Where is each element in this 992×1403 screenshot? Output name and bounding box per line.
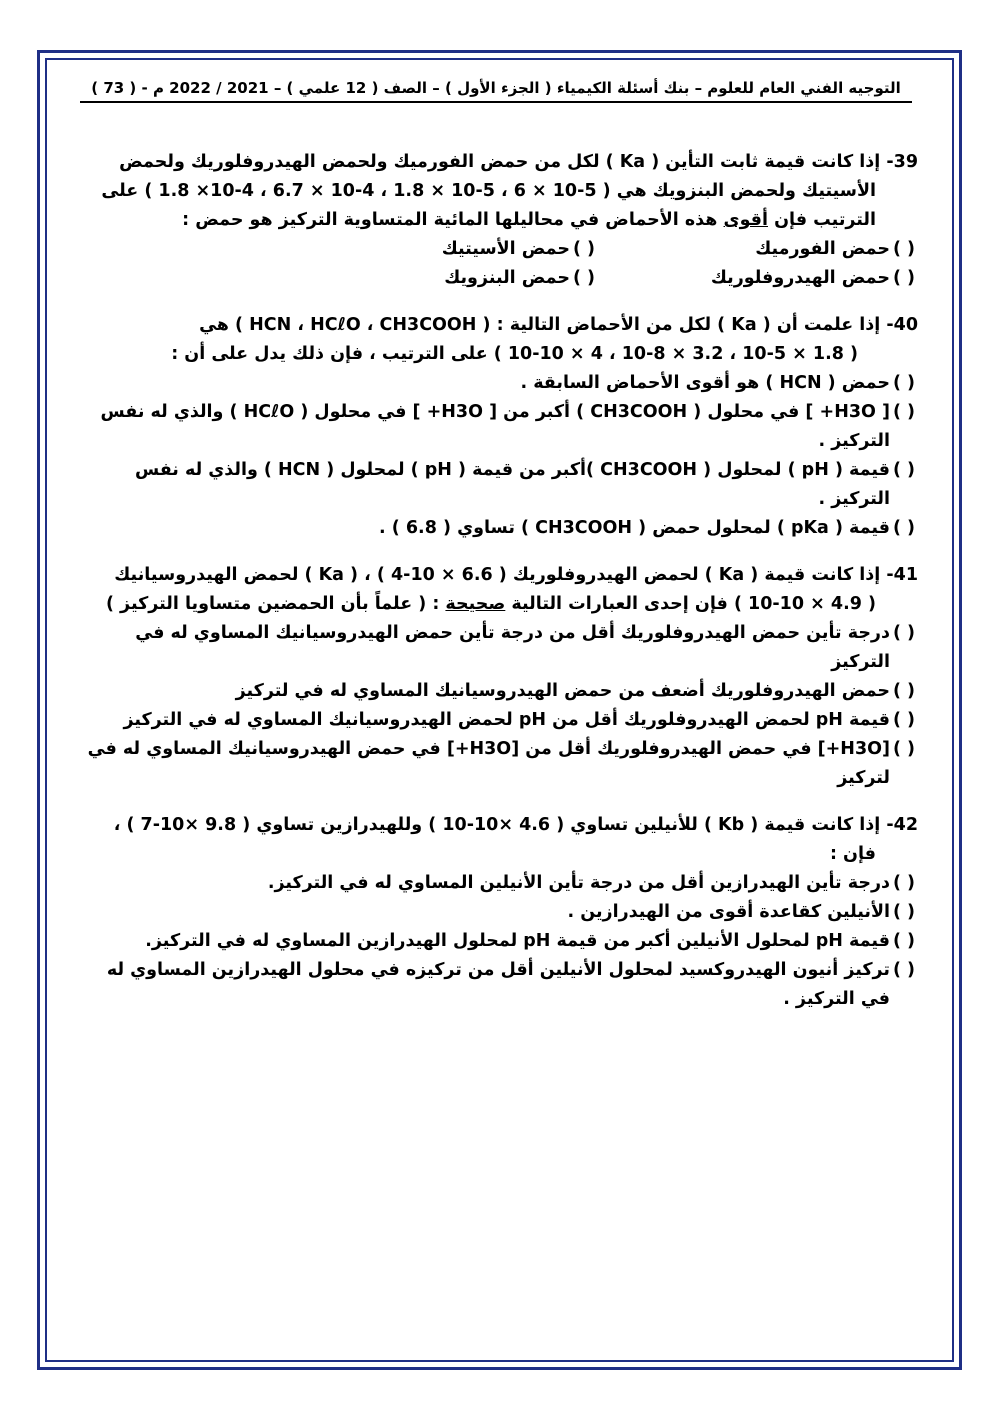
question-42 bbox=[78, 811, 918, 1014]
q41-option-1-text: درجة تأين حمض الهيدروفلوريك أقل من درجة تأين حمض الهيدروسيانيك المساوي له في التركيز bbox=[135, 623, 890, 672]
answer-box[interactable]: ( ) bbox=[572, 239, 596, 259]
q42-option-4-text: تركيز أنيون الهيدروكسيد لمحلول الأنيلين أقل من تركيزه في محلول الهيدرازين المساوي له في التركيز . bbox=[106, 960, 890, 1009]
answer-box[interactable]: ( ) bbox=[892, 623, 916, 643]
q42-line1-text: إذا كانت قيمة ( Kb ) للأنيلين تساوي ( 4.6 ×10-10 ) وللهيدرازين تساوي ( 9.8 ×10-7 ) ، bbox=[113, 815, 881, 835]
q41-option-1[interactable] bbox=[78, 619, 918, 677]
answer-box[interactable]: ( ) bbox=[892, 268, 916, 288]
q39-option-1[interactable] bbox=[598, 235, 918, 264]
q42-option-1-text: درجة تأين الهيدرازين أقل من درجة تأين الأنيلين المساوي له في التركيز. bbox=[267, 873, 890, 893]
q42-number: 42- bbox=[886, 815, 918, 835]
q42-option-2-text: الأنيلين كقاعدة أقوى من الهيدرازين . bbox=[567, 902, 890, 922]
q41-option-4-text: [H3O+] في حمض الهيدروفلوريك أقل من [H3O+] في حمض الهيدروسيانيك المساوي له في لتركيز bbox=[87, 739, 890, 788]
answer-box[interactable]: ( ) bbox=[892, 902, 916, 922]
q41-line2 bbox=[78, 590, 918, 619]
q39-options-row1 bbox=[78, 235, 918, 264]
q41-option-2[interactable] bbox=[78, 677, 918, 706]
q40-option-2[interactable] bbox=[78, 398, 918, 456]
answer-box[interactable]: ( ) bbox=[572, 268, 596, 288]
q39-option-4[interactable] bbox=[298, 264, 598, 293]
answer-box[interactable]: ( ) bbox=[892, 402, 916, 422]
question-40 bbox=[78, 311, 918, 543]
q40-option-4-text: قيمة ( pKa ) لمحلول حمض ( CH3COOH ) تساوي ( 6.8 ) . bbox=[379, 518, 890, 538]
q41-line2-b: : ( علماً بأن الحمضين متساويا التركيز ) bbox=[105, 594, 440, 614]
q39-line3-a: الترتيب فإن bbox=[774, 210, 876, 230]
q40-option-2-text: [ H3O+ ] في محلول ( CH3COOH ) أكبر من [ H3O+ ] في محلول ( HCℓO ) والذي له نفس التركيز . bbox=[100, 402, 890, 451]
q39-option-4-text: حمض البنزويك bbox=[444, 268, 570, 288]
answer-box[interactable]: ( ) bbox=[892, 710, 916, 730]
q39-line3 bbox=[78, 206, 918, 235]
q40-line1-text: إذا علمت أن ( Ka ) لكل من الأحماض التالية : ( HCN ، HCℓO ، CH3COOH ) هي bbox=[199, 315, 881, 335]
q41-option-3[interactable] bbox=[78, 706, 918, 735]
q39-option-2[interactable] bbox=[298, 235, 598, 264]
q42-option-4[interactable] bbox=[78, 956, 918, 1014]
header-text: التوجيه الفني العام للعلوم – بنك أسئلة الكيمياء ( الجزء الأول ) – الصف ( 12 علمي ) – 2021 / 2022 م - ( 73 ) bbox=[91, 79, 901, 97]
q40-option-3-text: قيمة ( pH ) لمحلول ( CH3COOH )أكبر من قيمة ( pH ) لمحلول ( HCN ) والذي له نفس التركيز . bbox=[134, 460, 890, 509]
q42-option-3-text: قيمة pH لمحلول الأنيلين أكبر من قيمة pH لمحلول الهيدرازين المساوي له في التركيز. bbox=[145, 931, 890, 951]
q39-line3-underlined: أقوى bbox=[723, 210, 768, 230]
question-41 bbox=[78, 561, 918, 793]
q40-option-1-text: حمض ( HCN ) هو أقوى الأحماض السابقة . bbox=[520, 373, 890, 393]
q39-line1 bbox=[78, 148, 918, 177]
q42-line2: فإن : bbox=[829, 844, 876, 864]
q39-line3-b: هذه الأحماض في محاليلها المائية المتساوية التركيز هو حمض : bbox=[182, 210, 718, 230]
q40-line1 bbox=[78, 311, 918, 340]
question-39 bbox=[78, 148, 918, 293]
answer-box[interactable]: ( ) bbox=[892, 373, 916, 393]
question-list bbox=[78, 148, 918, 1028]
q40-line2: ( 1.8 × 10-5 ، 3.2 × 10-8 ، 4 × 10-10 ) على الترتيب ، فإن ذلك يدل على أن : bbox=[171, 344, 858, 364]
q41-line1-text: إذا كانت قيمة ( Ka ) لحمض الهيدروفلوريك ( 6.6 × 10-4 ) ، ( Ka ) لحمض الهيدروسيانيك bbox=[114, 565, 881, 585]
q39-line2 bbox=[78, 177, 918, 206]
q39-line2-a: الأسيتيك ولحمض البنزويك هي bbox=[616, 181, 876, 201]
q42-line1 bbox=[78, 811, 918, 840]
q40-number: 40- bbox=[886, 315, 918, 335]
q41-option-2-text: حمض الهيدروفلوريك أضعف من حمض الهيدروسيانيك المساوي له في لتركيز bbox=[235, 681, 890, 701]
q40-option-4[interactable] bbox=[78, 514, 918, 543]
answer-box[interactable]: ( ) bbox=[892, 931, 916, 951]
q39-option-3-text: حمض الهيدروفلوريك bbox=[710, 268, 890, 288]
q41-line2-a: ( 4.9 × 10-10 ) فإن إحدى العبارات التالية bbox=[511, 594, 876, 614]
answer-box[interactable]: ( ) bbox=[892, 518, 916, 538]
q39-option-1-text: حمض الفورميك bbox=[755, 239, 890, 259]
q41-number: 41- bbox=[886, 565, 918, 585]
answer-box[interactable]: ( ) bbox=[892, 681, 916, 701]
q39-option-3[interactable] bbox=[598, 264, 918, 293]
q39-number: 39- bbox=[886, 152, 918, 172]
q39-values: ( 1.8 ×10-4 ، 6.7 × 10-4 ، 1.8 × 10-5 ، 6 × 10-5 ) bbox=[144, 181, 611, 201]
q39-line1-text: إذا كانت قيمة ثابت التأين ( Ka ) لكل من حمض الفورميك ولحمض الهيدروفلوريك ولحمض bbox=[119, 152, 881, 172]
q42-option-1[interactable] bbox=[78, 869, 918, 898]
q39-line2-b: على bbox=[101, 181, 139, 201]
q41-option-4[interactable] bbox=[78, 735, 918, 793]
page-header bbox=[80, 75, 912, 103]
answer-box[interactable]: ( ) bbox=[892, 873, 916, 893]
q41-line1 bbox=[78, 561, 918, 590]
q42-option-2[interactable] bbox=[78, 898, 918, 927]
answer-box[interactable]: ( ) bbox=[892, 960, 916, 980]
q39-options-row2 bbox=[78, 264, 918, 293]
answer-box[interactable]: ( ) bbox=[892, 739, 916, 759]
q39-option-2-text: حمض الأسيتيك bbox=[441, 239, 570, 259]
q40-option-3[interactable] bbox=[78, 456, 918, 514]
answer-box[interactable]: ( ) bbox=[892, 239, 916, 259]
q41-line2-underlined: صحيحة bbox=[445, 594, 506, 614]
q41-option-3-text: قيمة pH لحمض الهيدروفلوريك أقل من pH لحمض الهيدروسيانيك المساوي له في التركيز bbox=[123, 710, 890, 730]
q40-option-1[interactable] bbox=[78, 369, 918, 398]
answer-box[interactable]: ( ) bbox=[892, 460, 916, 480]
q42-option-3[interactable] bbox=[78, 927, 918, 956]
